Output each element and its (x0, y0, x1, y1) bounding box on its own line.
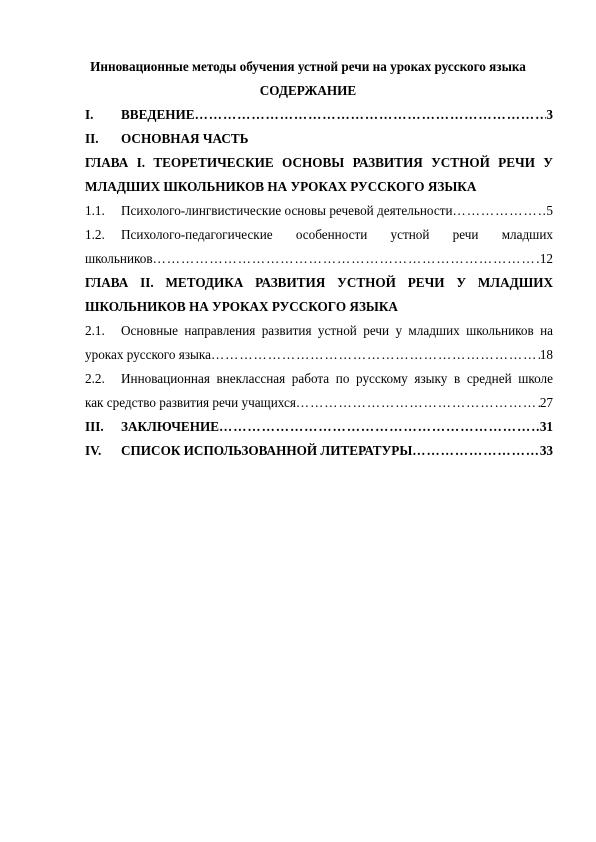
dot-leader (211, 347, 540, 363)
toc-entry-page: 12 (539, 251, 553, 266)
dot-leader (412, 443, 540, 459)
toc-chapter-1-line-2 (85, 179, 553, 195)
contents-heading: СОДЕРЖАНИЕ (259, 83, 357, 98)
toc-entry-text: ВВЕДЕНИЕ (121, 107, 195, 122)
toc-entry-number: 1.2. (85, 227, 105, 242)
toc-entry-text: СПИСОК ИСПОЛЬЗОВАННОЙ ЛИТЕРАТУРЫ (121, 443, 413, 458)
chapter-2-title-line-2: ШКОЛЬНИКОВ НА УРОКАХ РУССКОГО ЯЗЫКА (85, 299, 398, 314)
toc-entry-text: уроках русского языка (85, 347, 211, 362)
document-title: Инновационные методы обучения устной речи на уроках русского языка (90, 59, 526, 74)
dot-leader (153, 251, 540, 267)
toc-entry-text: Психолого-лингвистические основы речевой деятельности (121, 203, 453, 218)
toc-entry-text: ОСНОВНАЯ ЧАСТЬ (121, 131, 249, 146)
toc-entry-text: Основные направления развития устной речи у младших школьников на (121, 323, 553, 338)
toc-entry-number: 2.1. (85, 323, 105, 338)
toc-entry-page: 5 (546, 203, 553, 218)
toc-chapter-2-line-2 (85, 299, 553, 315)
toc-entry-number: III. (85, 419, 104, 434)
toc-entry-number: 1.1. (85, 203, 105, 218)
toc-entry-text: как средство развития речи учащихся (85, 395, 296, 410)
toc-entry-page: 33 (539, 443, 553, 458)
chapter-2-title-line-1: ГЛАВА II. МЕТОДИКА РАЗВИТИЯ УСТНОЙ РЕЧИ У МЛАДШИХ (85, 275, 553, 290)
toc-entry-page: 3 (546, 107, 553, 122)
toc-entry-text: Инновационная внеклассная работа по русскому языку в средней школе (121, 371, 553, 386)
toc-entry-number: II. (85, 131, 99, 146)
toc-entry-number: 2.2. (85, 371, 105, 386)
chapter-1-title-line-2: МЛАДШИХ ШКОЛЬНИКОВ НА УРОКАХ РУССКОГО ЯЗЫКА (85, 179, 477, 194)
toc-entry-number: IV. (85, 443, 102, 458)
toc-entry-number: I. (85, 107, 94, 122)
dot-leader (195, 107, 547, 123)
toc-entry-page: 31 (539, 419, 553, 434)
toc-entry-page: 18 (539, 347, 553, 362)
toc-entry-text: Психолого-педагогические особенности устной речи младших (121, 227, 553, 242)
chapter-1-title-line-1: ГЛАВА I. ТЕОРЕТИЧЕСКИЕ ОСНОВЫ РАЗВИТИЯ УСТНОЙ РЕЧИ У (85, 155, 553, 170)
dot-leader (219, 419, 540, 435)
dot-leader (296, 395, 540, 411)
toc-entry-text: школьников (85, 251, 153, 266)
toc-entry-text: ЗАКЛЮЧЕНИЕ (121, 419, 220, 434)
toc-entry-page: 27 (539, 395, 553, 410)
dot-leader (453, 203, 547, 219)
